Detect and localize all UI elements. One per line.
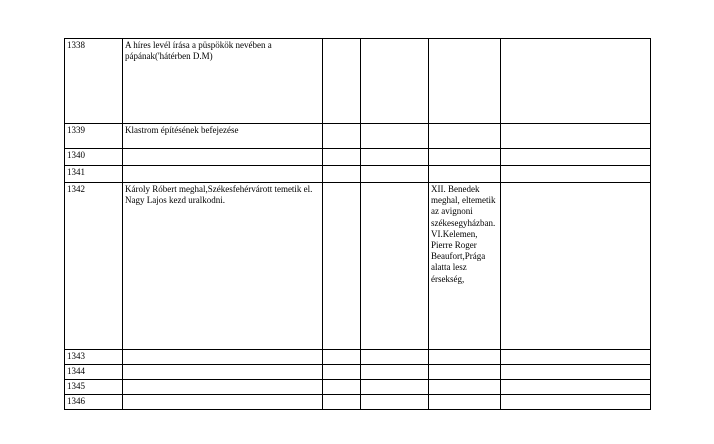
timeline-table xyxy=(64,38,651,410)
table-row xyxy=(65,395,651,410)
empty-cell-6 xyxy=(501,166,651,183)
empty-cell-3 xyxy=(323,365,361,380)
empty-cell-3 xyxy=(323,350,361,365)
empty-cell-6 xyxy=(501,365,651,380)
year-cell: 1345 xyxy=(65,380,123,395)
empty-cell-4 xyxy=(361,39,429,124)
table-row xyxy=(65,380,651,395)
year-cell: 1339 xyxy=(65,124,123,149)
hungarian-events-cell: Károly Róbert meghal,Székesfehérvárott temetik el. Nagy Lajos kezd uralkodni. xyxy=(123,183,323,350)
empty-cell-6 xyxy=(501,39,651,124)
empty-cell-3 xyxy=(323,124,361,149)
table-row xyxy=(65,183,651,350)
year-cell: 1340 xyxy=(65,149,123,166)
empty-cell-4 xyxy=(361,149,429,166)
empty-cell-3 xyxy=(323,380,361,395)
empty-cell-3 xyxy=(323,395,361,410)
empty-cell-6 xyxy=(501,350,651,365)
empty-cell-3 xyxy=(323,149,361,166)
empty-cell-6 xyxy=(501,395,651,410)
empty-cell-4 xyxy=(361,124,429,149)
hungarian-events-cell xyxy=(123,395,323,410)
empty-cell-3 xyxy=(323,183,361,350)
empty-cell-4 xyxy=(361,166,429,183)
papal-events-cell xyxy=(429,149,501,166)
empty-cell-6 xyxy=(501,183,651,350)
hungarian-events-cell: Klastrom építésének befejezése xyxy=(123,124,323,149)
hungarian-events-cell xyxy=(123,380,323,395)
papal-events-cell xyxy=(429,166,501,183)
table-row xyxy=(65,149,651,166)
table-row xyxy=(65,39,651,124)
papal-events-cell xyxy=(429,39,501,124)
hungarian-events-cell xyxy=(123,166,323,183)
year-cell: 1342 xyxy=(65,183,123,350)
empty-cell-6 xyxy=(501,149,651,166)
hungarian-events-cell xyxy=(123,149,323,166)
papal-events-cell xyxy=(429,124,501,149)
papal-events-cell: XII. Benedek meghal, eltemetik az avignoni székesegyházban.VI.Kelemen, Pierre Roger Beaufort,Prága alatta lesz érsekség, xyxy=(429,183,501,350)
empty-cell-3 xyxy=(323,39,361,124)
table-row xyxy=(65,166,651,183)
year-cell: 1338 xyxy=(65,39,123,124)
table-row xyxy=(65,124,651,149)
hungarian-events-cell xyxy=(123,365,323,380)
empty-cell-6 xyxy=(501,380,651,395)
empty-cell-4 xyxy=(361,395,429,410)
year-cell: 1344 xyxy=(65,365,123,380)
hungarian-events-cell: A híres levél írása a püspökök nevében a pápának('hátérben D.M) xyxy=(123,39,323,124)
papal-events-cell xyxy=(429,380,501,395)
table-row xyxy=(65,365,651,380)
empty-cell-4 xyxy=(361,183,429,350)
year-cell: 1343 xyxy=(65,350,123,365)
papal-events-cell xyxy=(429,350,501,365)
empty-cell-3 xyxy=(323,166,361,183)
year-cell: 1346 xyxy=(65,395,123,410)
empty-cell-6 xyxy=(501,124,651,149)
papal-events-cell xyxy=(429,395,501,410)
year-cell: 1341 xyxy=(65,166,123,183)
table-row xyxy=(65,350,651,365)
papal-events-cell xyxy=(429,365,501,380)
empty-cell-4 xyxy=(361,350,429,365)
empty-cell-4 xyxy=(361,365,429,380)
hungarian-events-cell xyxy=(123,350,323,365)
empty-cell-4 xyxy=(361,380,429,395)
